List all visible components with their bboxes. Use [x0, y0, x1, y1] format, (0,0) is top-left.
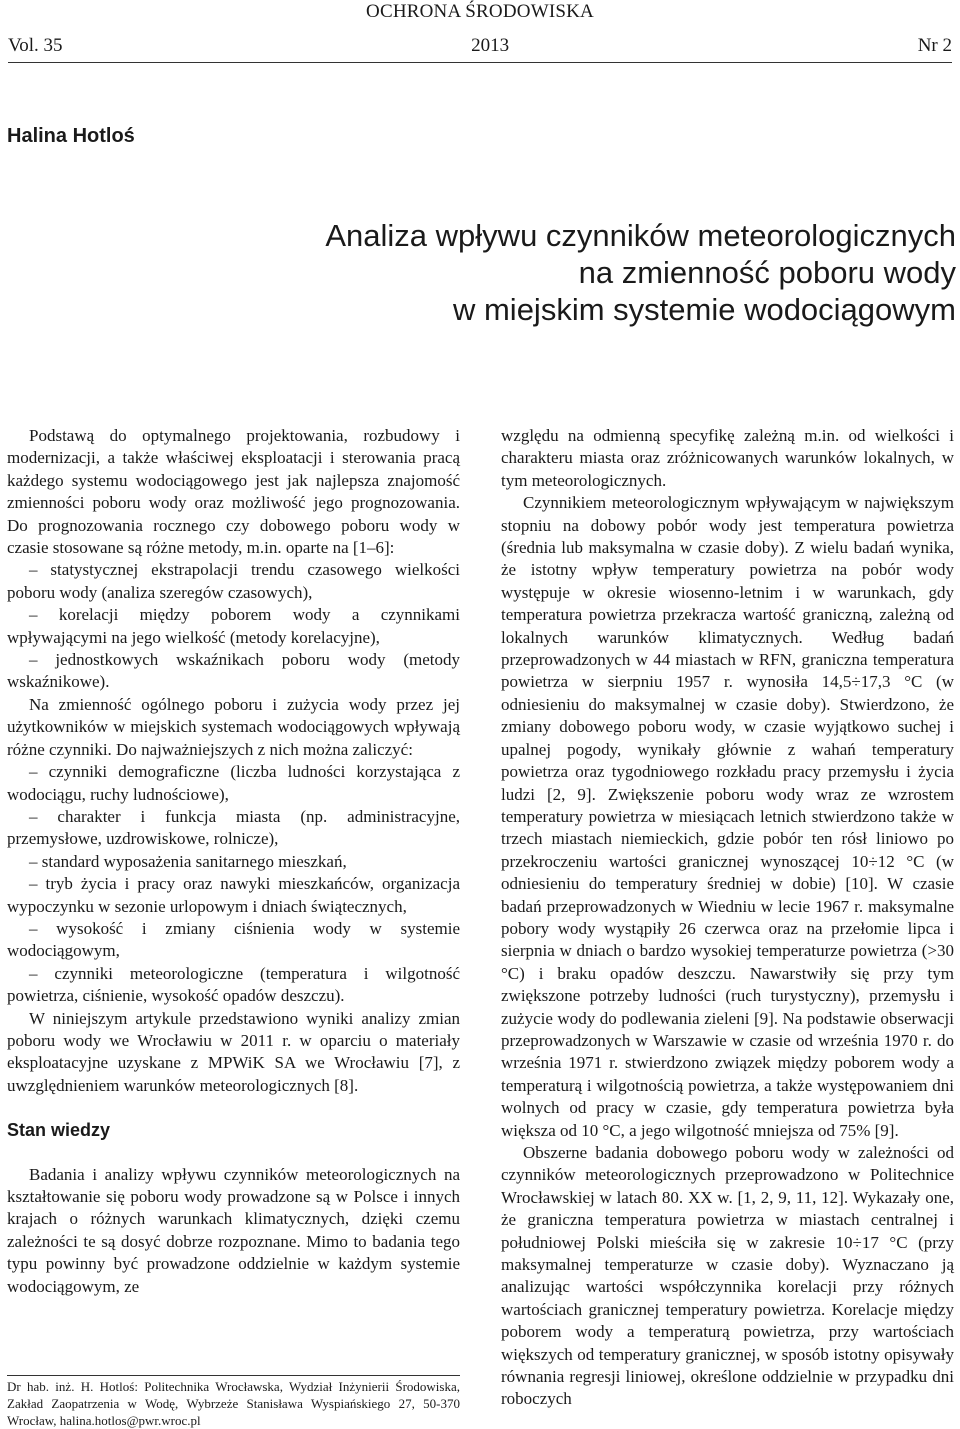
- title-line: Analiza wpływu czynników meteorologicznych: [325, 218, 956, 253]
- title-line: w miejskim systemie wodociągowym: [452, 292, 956, 327]
- volume-label: Vol. 35: [8, 35, 63, 56]
- author-name: Halina Hotloś: [7, 125, 135, 147]
- list-item: – czynniki meteorologiczne (temperatura i wilgotność powietrza, ciśnienie, wysokość opadów deszczu).: [7, 963, 460, 1006]
- paragraph: Podstawą do optymalnego projektowania, rozbudowy i modernizacji, a także właściwej eksploatacji i sterowania pracą każdego systemu wodociągowego jest jak najlepsza znajomość zmienności poboru wody oraz możliwość jego prognozowania. Do prognozowania rocznego czy dobowego poboru wody w czasie stosowane są różne metody, m.in. oparte na [1–6]:: [7, 426, 460, 558]
- journal-name: OCHRONA ŚRODOWISKA: [366, 1, 594, 22]
- list-item: – korelacji między poborem wody a czynnikami wpływającymi na jego wielkość (metody korelacyjne),: [7, 605, 460, 647]
- list-item: – standard wyposażenia sanitarnego mieszkań,: [29, 851, 347, 871]
- list-item: – czynniki demograficzne (liczba ludności korzystająca z wodociągu, ruchy ludnościowe),: [7, 762, 460, 804]
- paragraph: Badania i analizy wpływu czynników meteorologicznych na kształtowanie się poboru wody prowadzone są w Polsce i innych krajach o różnych warunkach klimatycznych, dzięki czemu zależności te są dosyć dobrze rozpoznane. Mimo to badania tego typu powinny być prowadzone oddzielnie w każdym systemie wodociągowym, ze: [7, 1164, 460, 1296]
- right-column: [501, 425, 954, 1411]
- paragraph: względu na odmienną specyfikę zależną m.in. od wielkości i charakteru miasta oraz zróżnicowanych warunków lokalnych, w tym meteorologicznych.: [501, 426, 954, 490]
- section-heading: Stan wiedzy: [7, 1120, 111, 1141]
- paragraph: Na zmienność ogólnego poboru i zużycia wody przez jej użytkowników w miejskich systemach wodociągowych wpływają różne czynniki. Do najważniejszych z nich można zaliczyć:: [7, 694, 460, 759]
- issue-number: Nr 2: [917, 35, 952, 56]
- left-column: [7, 425, 460, 1298]
- paragraph: W niniejszym artykule przedstawiono wyniki analizy zmian poboru wody we Wrocławiu w 2011 r. w oparciu o materiały eksploatacyjne uzyskane z MPWiK SA we Wrocławiu [7], z uwzględnieniem warunków meteorologicznych [8].: [7, 1008, 460, 1095]
- list-item: – wysokość i zmiany ciśnienia wody w systemie wodociągowym,: [7, 918, 460, 961]
- issue-bar: [8, 35, 952, 63]
- author-footnote: Dr hab. inż. H. Hotloś: Politechnika Wrocławska, Wydział Inżynierii Środowiska, Zakład Zaopatrzenia w Wodę, Wybrzeże Stanisława Wyspiańskiego 27, 50-370 Wrocław, halina.hotlos@pwr.wroc.pl: [7, 1375, 460, 1429]
- list-item: – jednostkowych wskaźnikach poboru wody (metody wskaźnikowe).: [7, 650, 460, 692]
- list-item: – charakter i funkcja miasta (np. administracyjne, przemysłowe, uzdrowiskowe, rolnicze),: [7, 806, 460, 849]
- paragraph: Obszerne badania dobowego poboru wody w zależności od czynników meteorologicznych przeprowadzono w Politechnice Wrocławskiej w latach 80. XX w. [1, 2, 9, 11, 12]. Wykazały one, że graniczna temperatura powietrza w miastach centralnej i południowej Polski mieściła się w zakresie 10÷17 °C (przy maksymalnej temperaturze w czasie doby). Wyznaczano ją analizując wartości współczynnika korelacji przy różnych wartościach granicznej temperatury powietrza. Korelacje między poborem wody a temperaturą powietrza, przy wartościach większych od temperatury granicznej, w sposób istotny opisywały równania regresji liniowej, określone oddzielnie w przypadku dni roboczych: [501, 1143, 954, 1409]
- title-line: na zmienność poboru wody: [578, 255, 956, 290]
- article-title: [136, 217, 956, 328]
- paragraph: Czynnikiem meteorologicznym wpływającym w największym stopniu na dobowy pobór wody jest temperatura powietrza (średnia lub maksymalna w czasie doby). Z wielu badań wynika, że istotny wpływ temperatury powietrza na pobór wody występuje w okresie wiosenno-letnim i w warunkach, gdy temperatura powietrza przekracza wartość graniczną, zależną od lokalnych warunków klimatycznych. Według badań przeprowadzonych w 44 miastach w RFN, graniczna temperatura powietrza w sierpniu 1957 r. wynosiła 14,5÷17,3 °C (w odniesieniu do maksymalnej w czasie doby). Stwierdzono, że zmiany dobowego poboru wody, w czasie wyjątkowo suchej i upalnej pogody, wynikały głównie z wahań temperatury powietrza oraz tygodniowego rozkładu pracy przemysłu i życia ludzi [2, 9]. Zwiększenie poboru wody wraz ze wzrostem temperatury powietrza w miesiącach letnich stwierdzono także w trzech miastach niemieckich, gdzie pobór ten rósł liniowo po przekroczeniu wartości granicznej wynoszącej 10÷12 °C (w odniesieniu do temperatury średniej w dobie) [10]. W czasie badań przeprowadzonych w Wiedniu w lecie 1967 r. maksymalne pobory wody wystąpiły 26 czerwca oraz na przełomie lipca i sierpnia w dniach o bardzo wysokiej temperaturze powietrza (>30 °C) i braku opadów deszczu. Nawarstwiły się przy tym zwiększone potrzeby ludności (ruch turystyczny), przemysłu i zużycie wody do podlewania zieleni [9]. Na podstawie obserwacji przeprowadzonych w Warszawie w czasie od września 1970 r. do września 1971 r. stwierdzono związek między poborem wody a temperaturą i wilgotnością powietrza, a także występowaniem dni wolnych od pracy w czasie, gdy temperatura powietrza była większa od 10 °C, a jego wilgotność mniejsza od 75% [9].: [501, 493, 954, 1140]
- list-item: – tryb życia i pracy oraz nawyki mieszkańców, organizacja wypoczynku w sezonie urlopowym i dniach świątecznych,: [7, 874, 460, 916]
- list-item: – statystycznej ekstrapolacji trendu czasowego wielkości poboru wody (analiza szeregów czasowych),: [7, 560, 460, 602]
- year-label: 2013: [471, 35, 510, 56]
